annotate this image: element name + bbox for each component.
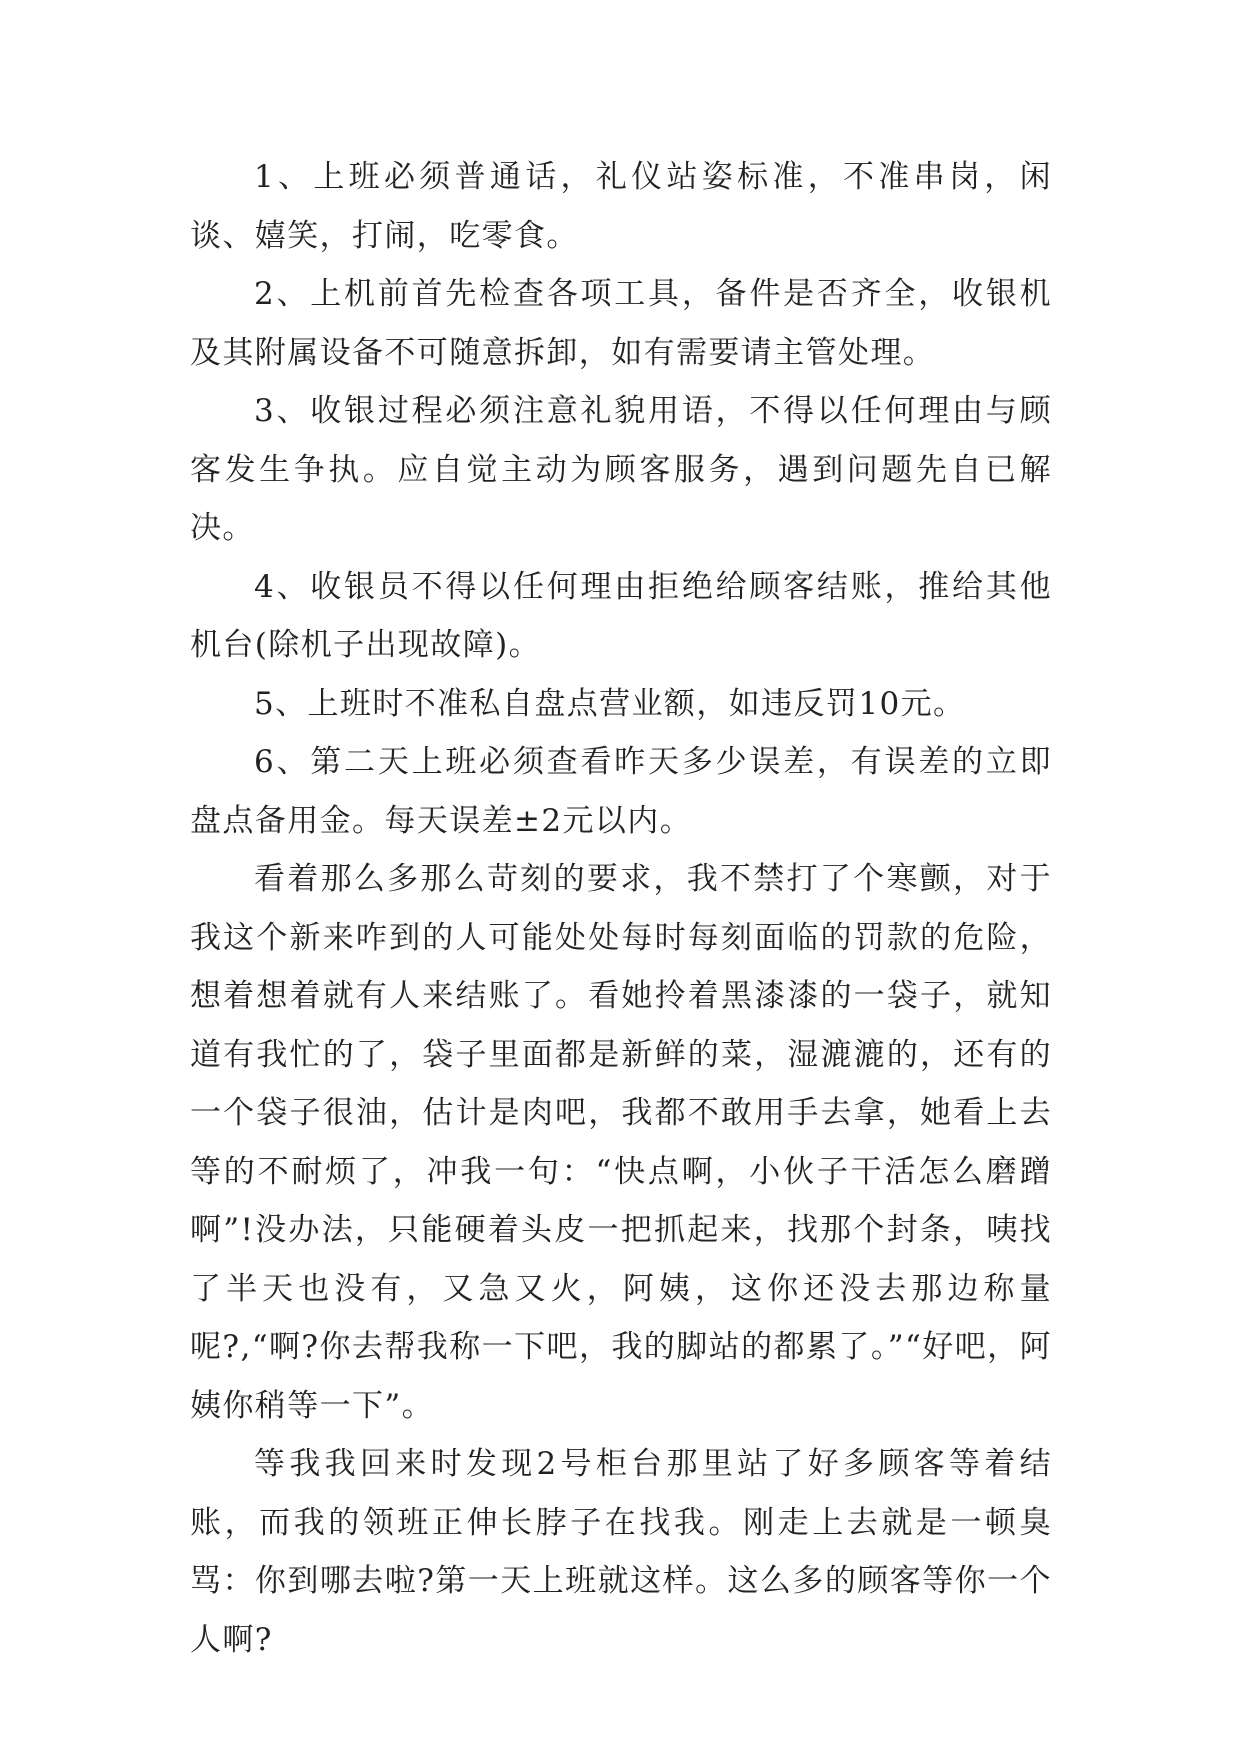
rule-paragraph-6: 6、第二天上班必须查看昨天多少误差，有误差的立即盘点备用金。每天误差±2元以内。: [190, 744, 1052, 839]
narrative-paragraph-1: 看着那么多那么苛刻的要求，我不禁打了个寒颤，对于我这个新来咋到的人可能处处每时每刻面临的罚款的危险，想着想着就有人来结账了。看她拎着黑漆漆的一袋子，就知道有我忙的了，袋子里面都是新鲜的菜，湿漉漉的，还有的一个袋子很油，估计是肉吧，我都不敢用手去拿，她看上去等的不耐烦了，冲我一句：“快点啊，小伙子干活怎么磨蹭啊”!没办法，只能硬着头皮一把抓起来，找那个封条，咦找了半天也没有，又急又火，阿姨，这你还没去那边称量呢?,“啊?你去帮我称一下吧，我的脚站的都累了。”“好吧，阿姨你稍等一下”。: [190, 861, 1052, 1424]
rule-paragraph-3: 3、收银过程必须注意礼貌用语，不得以任何理由与顾客发生争执。应自觉主动为顾客服务，遇到问题先自已解决。: [190, 393, 1052, 546]
document-body: [190, 148, 1052, 1669]
rule-paragraph-5: 5、上班时不准私自盘点营业额，如违反罚10元。: [254, 685, 966, 722]
narrative-paragraph-2: 等我我回来时发现2号柜台那里站了好多顾客等着结账，而我的领班正伸长脖子在找我。刚走上去就是一顿臭骂：你到哪去啦?第一天上班就这样。这么多的顾客等你一个人啊?: [190, 1446, 1052, 1658]
rule-paragraph-1: 1、上班必须普通话，礼仪站姿标准，不准串岗，闲谈、嬉笑，打闹，吃零食。: [190, 159, 1052, 254]
rule-paragraph-4: 4、收银员不得以任何理由拒绝给顾客结账，推给其他机台(除机子出现故障)。: [190, 568, 1052, 663]
rule-paragraph-2: 2、上机前首先检查各项工具，备件是否齐全，收银机及其附属设备不可随意拆卸，如有需要请主管处理。: [190, 276, 1052, 371]
